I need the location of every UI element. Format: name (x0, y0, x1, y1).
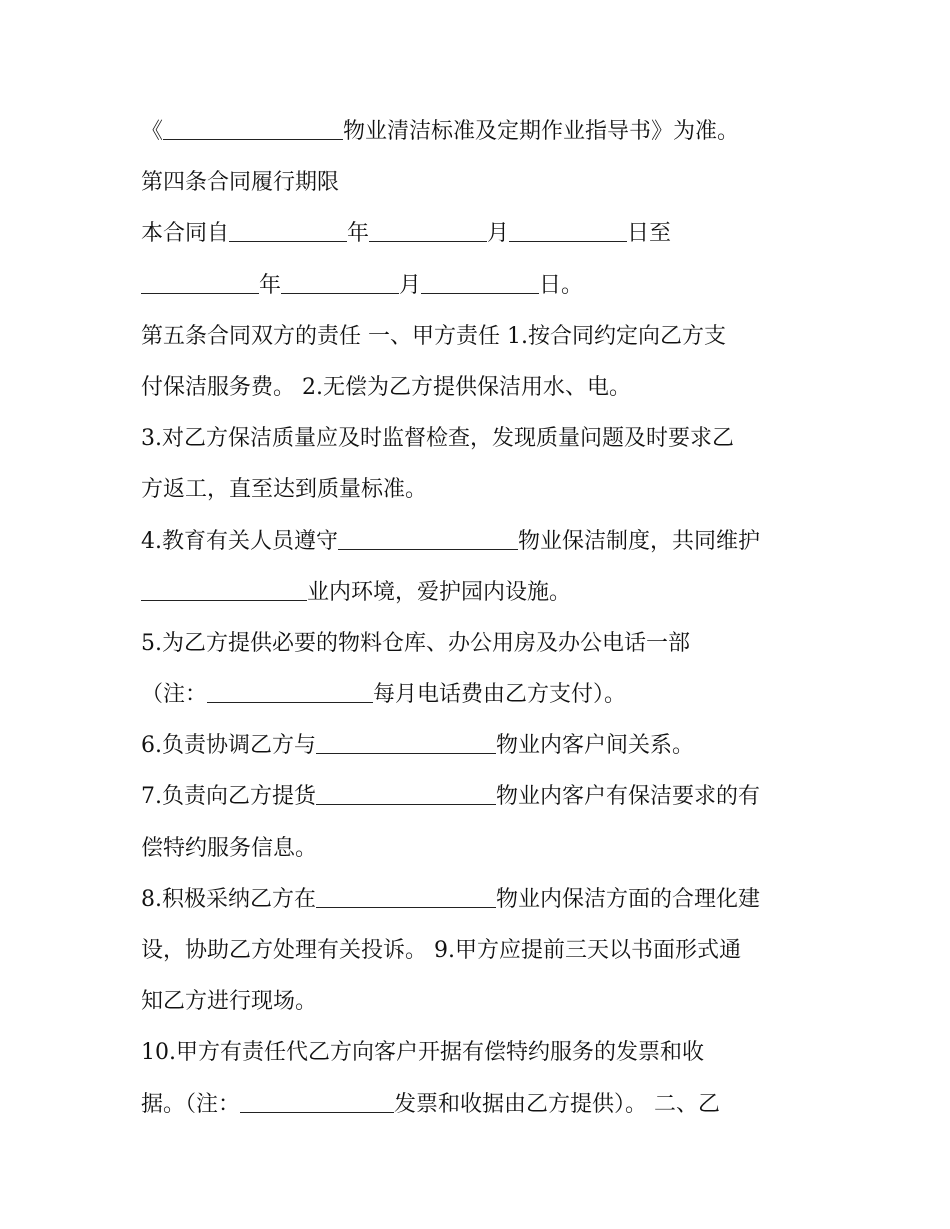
text-segment: 6.负责协调乙方与 (141, 733, 316, 759)
text-line (141, 925, 821, 976)
text-line (141, 669, 821, 720)
text-segment: 物业保洁制度，共同维护 (518, 528, 761, 554)
text-segment: 年 (347, 221, 370, 247)
text-segment: 月 (399, 272, 422, 298)
section-heading (141, 311, 821, 362)
text-segment: 《 (141, 119, 164, 144)
blank-underline (281, 273, 399, 294)
text-segment: 4.教育有关人员遵守 (141, 528, 338, 554)
text-line (141, 464, 821, 515)
text-segment: 本合同自 (141, 221, 230, 247)
blank-underline (141, 273, 259, 294)
text-line (141, 362, 821, 413)
text-line (141, 413, 821, 464)
text-segment: 付保洁服务费。 2.无偿为乙方提供保洁用水、电。 (141, 374, 631, 400)
text-line (141, 567, 821, 618)
blank-underline (421, 273, 539, 294)
text-line (141, 106, 821, 157)
blank-underline (316, 784, 496, 805)
text-line (141, 260, 821, 311)
text-line (141, 618, 821, 669)
blank-underline (316, 887, 496, 908)
text-segment: 物业清洁标准及定期作业指导书》为准。 (343, 119, 740, 144)
text-segment: 3.对乙方保洁质量应及时监督检查，发现质量问题及时要求乙 (141, 426, 734, 452)
text-segment: 发票和收据由乙方提供）。 二、乙 (394, 1091, 721, 1117)
blank-underline (509, 221, 627, 242)
text-segment: 第四条合同履行期限 (141, 170, 340, 196)
text-segment: 业内环境，爱护园内设施。 (307, 579, 572, 605)
section-heading (141, 157, 821, 208)
blank-underline (163, 119, 343, 140)
blank-underline (229, 221, 347, 242)
text-segment: 设，协助乙方处理有关投诉。 9.甲方应提前三天以书面形式通 (141, 938, 741, 963)
text-segment: 日。 (539, 272, 584, 298)
text-line (141, 771, 821, 822)
blank-underline (369, 221, 487, 242)
text-line (141, 516, 821, 567)
contract-page (141, 106, 821, 1130)
blank-underline (316, 733, 496, 754)
text-segment: 知乙方进行现场。 (141, 989, 318, 1015)
text-segment: 物业内客户有保洁要求的有 (496, 784, 761, 810)
blank-underline (207, 682, 373, 703)
text-segment: 7.负责向乙方提货 (141, 784, 316, 810)
text-segment: 方返工，直至达到质量标准。 (141, 477, 428, 503)
text-segment: 物业内客户间关系。 (496, 733, 695, 759)
text-segment: 10.甲方有责任代乙方向客户开据有偿特约服务的发票和收 (141, 1040, 704, 1066)
text-segment: 5.为乙方提供必要的物料仓库、办公用房及办公电话一部 (141, 630, 690, 656)
text-segment: 据。（注： (141, 1091, 241, 1117)
text-line (141, 874, 821, 925)
text-line (141, 208, 821, 259)
text-segment: 偿特约服务信息。 (141, 835, 318, 861)
blank-underline (338, 529, 518, 550)
blank-underline (141, 580, 307, 601)
text-line (141, 1027, 821, 1078)
text-line (141, 1079, 821, 1130)
text-segment: 物业内保洁方面的合理化建 (496, 886, 761, 912)
text-segment: 日至 (627, 221, 672, 247)
text-line (141, 823, 821, 874)
text-segment: 年 (259, 272, 282, 298)
text-segment: 月 (487, 221, 510, 247)
blank-underline (240, 1092, 394, 1113)
text-segment: 8.积极采纳乙方在 (141, 886, 316, 912)
text-line (141, 976, 821, 1027)
text-segment: 第五条合同双方的责任 一、甲方责任 1.按合同约定向乙方支 (141, 323, 726, 349)
text-segment: 每月电话费由乙方支付）。 (373, 682, 627, 708)
text-segment: （注： (141, 682, 208, 708)
text-line (141, 720, 821, 771)
